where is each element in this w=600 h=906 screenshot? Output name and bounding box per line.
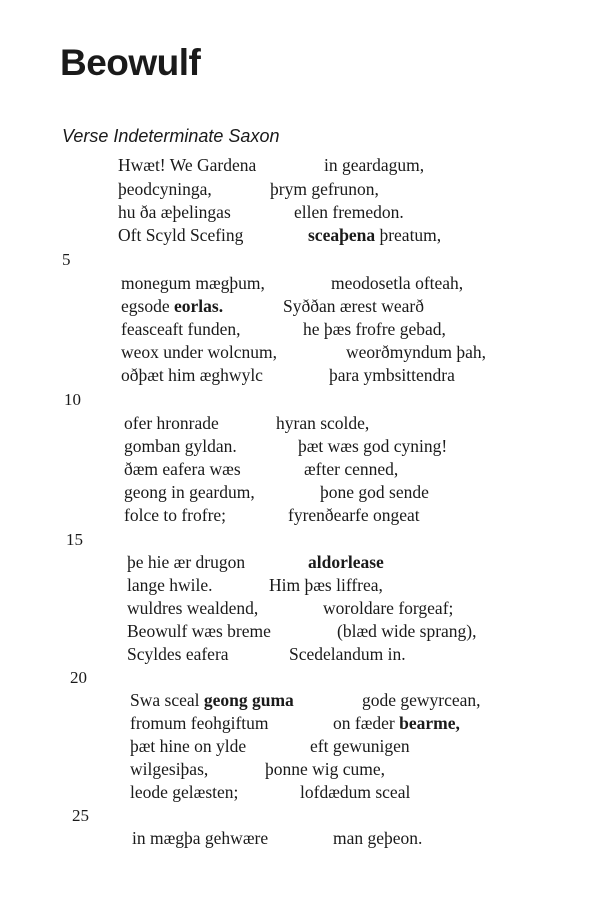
line-number: 25 bbox=[72, 806, 89, 825]
verse-b: eft gewunigen bbox=[310, 736, 410, 756]
verse-a: egsode bbox=[121, 296, 174, 316]
verse-a: wilgesiþas, bbox=[130, 759, 209, 779]
verse-a-bold: eorlas. bbox=[173, 296, 224, 316]
verse-a: ðæm eafera wæs bbox=[124, 459, 241, 479]
verse-b: þone god sende bbox=[320, 482, 429, 502]
verse-b: meodosetla ofteah, bbox=[331, 273, 464, 293]
line-number: 5 bbox=[62, 250, 71, 269]
page-title: Beowulf bbox=[60, 42, 201, 83]
verse-a: monegum mægþum, bbox=[121, 273, 265, 293]
verse-b: hyran scolde, bbox=[276, 413, 370, 433]
verse-a: wuldres wealdend, bbox=[127, 598, 259, 618]
verse-b: ellen fremedon. bbox=[294, 202, 404, 222]
verse-a: folce to frofre; bbox=[124, 505, 227, 525]
verse-b: Him þæs liffrea, bbox=[269, 575, 383, 595]
verse-b: lofdædum sceal bbox=[300, 782, 411, 802]
line-number: 10 bbox=[64, 390, 81, 409]
verse-a: oðþæt him æghwylc bbox=[121, 365, 263, 385]
verse-a: Swa sceal bbox=[130, 690, 204, 710]
verse-a: in mægþa gehwære bbox=[132, 828, 269, 848]
verse-a: leode gelæsten; bbox=[130, 782, 239, 802]
verse-a: weox under wolcnum, bbox=[121, 342, 278, 362]
verse-a-bold: geong guma bbox=[203, 690, 294, 710]
line-number: 15 bbox=[66, 530, 83, 549]
verse-a: þeodcyninga, bbox=[118, 179, 212, 199]
verse-a: fromum feohgiftum bbox=[130, 713, 269, 733]
verse-b: in geardagum, bbox=[324, 155, 425, 175]
verse-a: lange hwile. bbox=[127, 575, 213, 595]
verse-b-bold: aldorlease bbox=[308, 552, 384, 572]
verse-b-bold: bearme, bbox=[399, 713, 460, 733]
verse-a: Scyldes eafera bbox=[127, 644, 229, 664]
verse-b: fyrenðearfe ongeat bbox=[288, 505, 420, 525]
verse-b: woroldare forgeaf; bbox=[323, 598, 454, 618]
page-subtitle: Verse Indeterminate Saxon bbox=[62, 126, 280, 146]
verse-b: þæt wæs god cyning! bbox=[298, 436, 448, 456]
verse-b: Syððan ærest wearð bbox=[283, 296, 424, 316]
verse-b: þrym gefrunon, bbox=[270, 179, 379, 199]
verse-a: Beowulf wæs breme bbox=[127, 621, 271, 641]
verse-b: gode gewyrcean, bbox=[362, 690, 481, 710]
verse-b: Scedelandum in. bbox=[289, 644, 406, 664]
verse-b: (blæd wide sprang), bbox=[337, 621, 477, 641]
verse-a: feasceaft funden, bbox=[121, 319, 241, 339]
verse-b: þara ymbsittendra bbox=[329, 365, 455, 385]
verse-a: hu ða æþelingas bbox=[118, 202, 231, 222]
verse-b: he þæs frofre gebad, bbox=[303, 319, 446, 339]
verse-a: Hwæt! We Gardena bbox=[118, 155, 257, 175]
verse-b: man geþeon. bbox=[333, 828, 423, 848]
verse-a: ofer hronrade bbox=[124, 413, 219, 433]
line-number: 20 bbox=[70, 668, 87, 687]
verse-a: Oft Scyld Scefing bbox=[118, 225, 244, 245]
verse-b: weorðmyndum þah, bbox=[346, 342, 486, 362]
verse-b: on fæder bbox=[333, 713, 400, 733]
verse-a: geong in geardum, bbox=[124, 482, 255, 502]
verse-a: þæt hine on ylde bbox=[130, 736, 247, 756]
verse-b-bold: sceaþena bbox=[308, 225, 376, 245]
verse-b: æfter cenned, bbox=[304, 459, 399, 479]
verse-b: þonne wig cume, bbox=[265, 759, 386, 779]
verse-a: gomban gyldan. bbox=[124, 436, 237, 456]
verse-b: þreatum, bbox=[375, 225, 442, 245]
verse-a: þe hie ær drugon bbox=[127, 552, 246, 572]
